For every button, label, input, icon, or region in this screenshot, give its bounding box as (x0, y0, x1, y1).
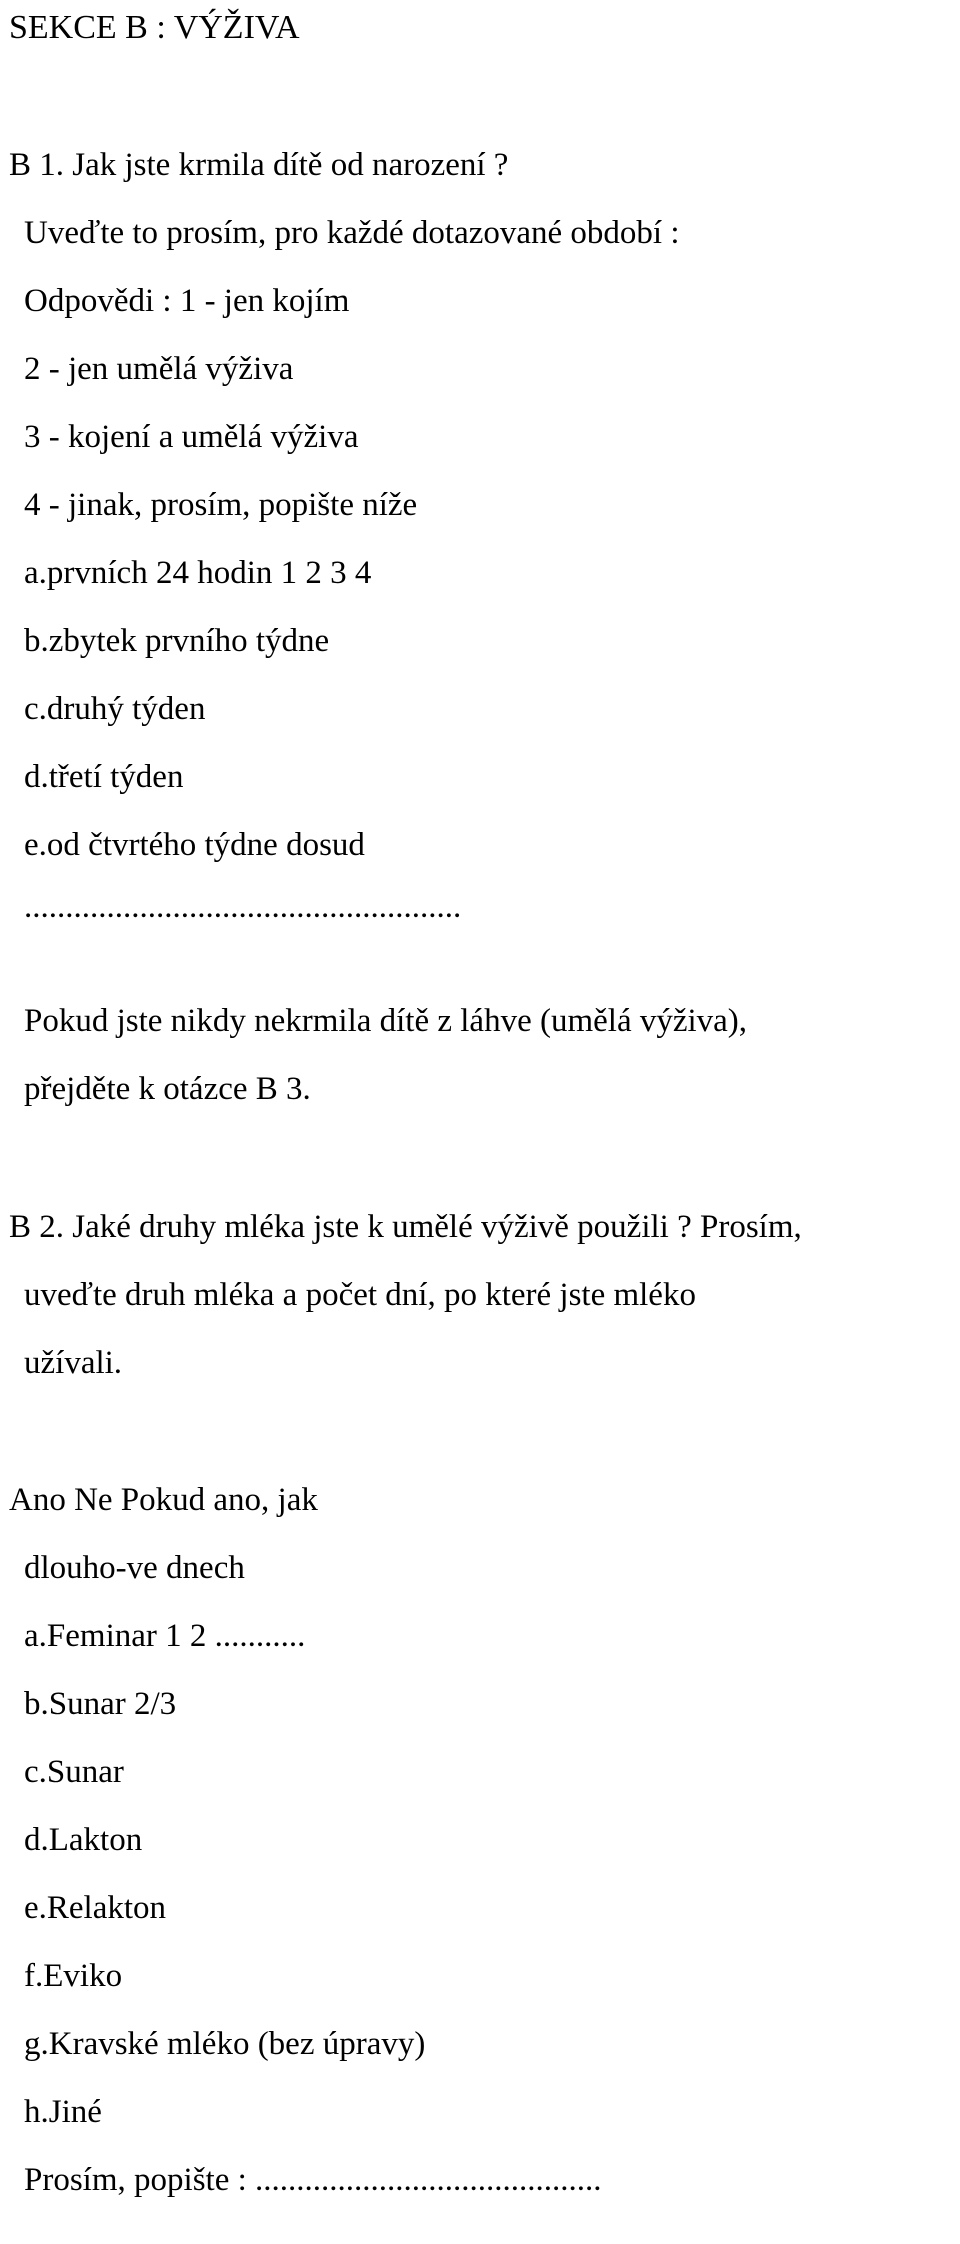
skip-note-line1: Pokud jste nikdy nekrmila dítě z láhve (umělá výživa), (24, 1003, 748, 1039)
milk-item-c: c.Sunar (24, 1754, 124, 1790)
answer-option-3: 3 - kojení a umělá výživa (24, 419, 359, 455)
milk-item-b: b.Sunar 2/3 (24, 1686, 177, 1722)
question-b1: B 1. Jak jste krmila dítě od narození ? (9, 147, 509, 183)
milk-item-a: a.Feminar 1 2 ........... (24, 1618, 306, 1654)
milk-item-e: e.Relakton (24, 1890, 167, 1926)
period-item-d: d.třetí týden (24, 759, 184, 795)
question-b2-line1: B 2. Jaké druhy mléka jste k umělé výživě použili ? Prosím, (9, 1209, 802, 1245)
period-item-c: c.druhý týden (24, 691, 206, 727)
question-b1-instruction: Uveďte to prosím, pro každé dotazované období : (24, 215, 680, 251)
skip-note-line2: přejděte k otázce B 3. (24, 1071, 311, 1107)
period-item-e: e.od čtvrtého týdne dosud (24, 827, 365, 863)
period-item-a: a.prvních 24 hodin 1 2 3 4 (24, 555, 372, 591)
milk-item-f: f.Eviko (24, 1958, 123, 1994)
answer-option-2: 2 - jen umělá výživa (24, 351, 294, 387)
question-b2-line3: užívali. (24, 1345, 123, 1381)
period-item-b: b.zbytek prvního týdne (24, 623, 330, 659)
question-b2-line2: uveďte druh mléka a počet dní, po které jste mléko (24, 1277, 696, 1313)
milk-item-g: g.Kravské mléko (bez úpravy) (24, 2026, 426, 2062)
milk-item-h: h.Jiné (24, 2094, 102, 2130)
section-title: SEKCE B : VÝŽIVA (9, 9, 300, 46)
table-header-line2: dlouho-ve dnech (24, 1550, 245, 1586)
answers-intro: Odpovědi : 1 - jen kojím (24, 283, 350, 319)
describe-prompt: Prosím, popište : .......................................... (24, 2162, 602, 2198)
fill-in-blank: ..................................................... (24, 889, 462, 925)
table-header-line1: Ano Ne Pokud ano, jak (9, 1482, 318, 1518)
answer-option-4: 4 - jinak, prosím, popište níže (24, 487, 418, 523)
milk-item-d: d.Lakton (24, 1822, 143, 1858)
